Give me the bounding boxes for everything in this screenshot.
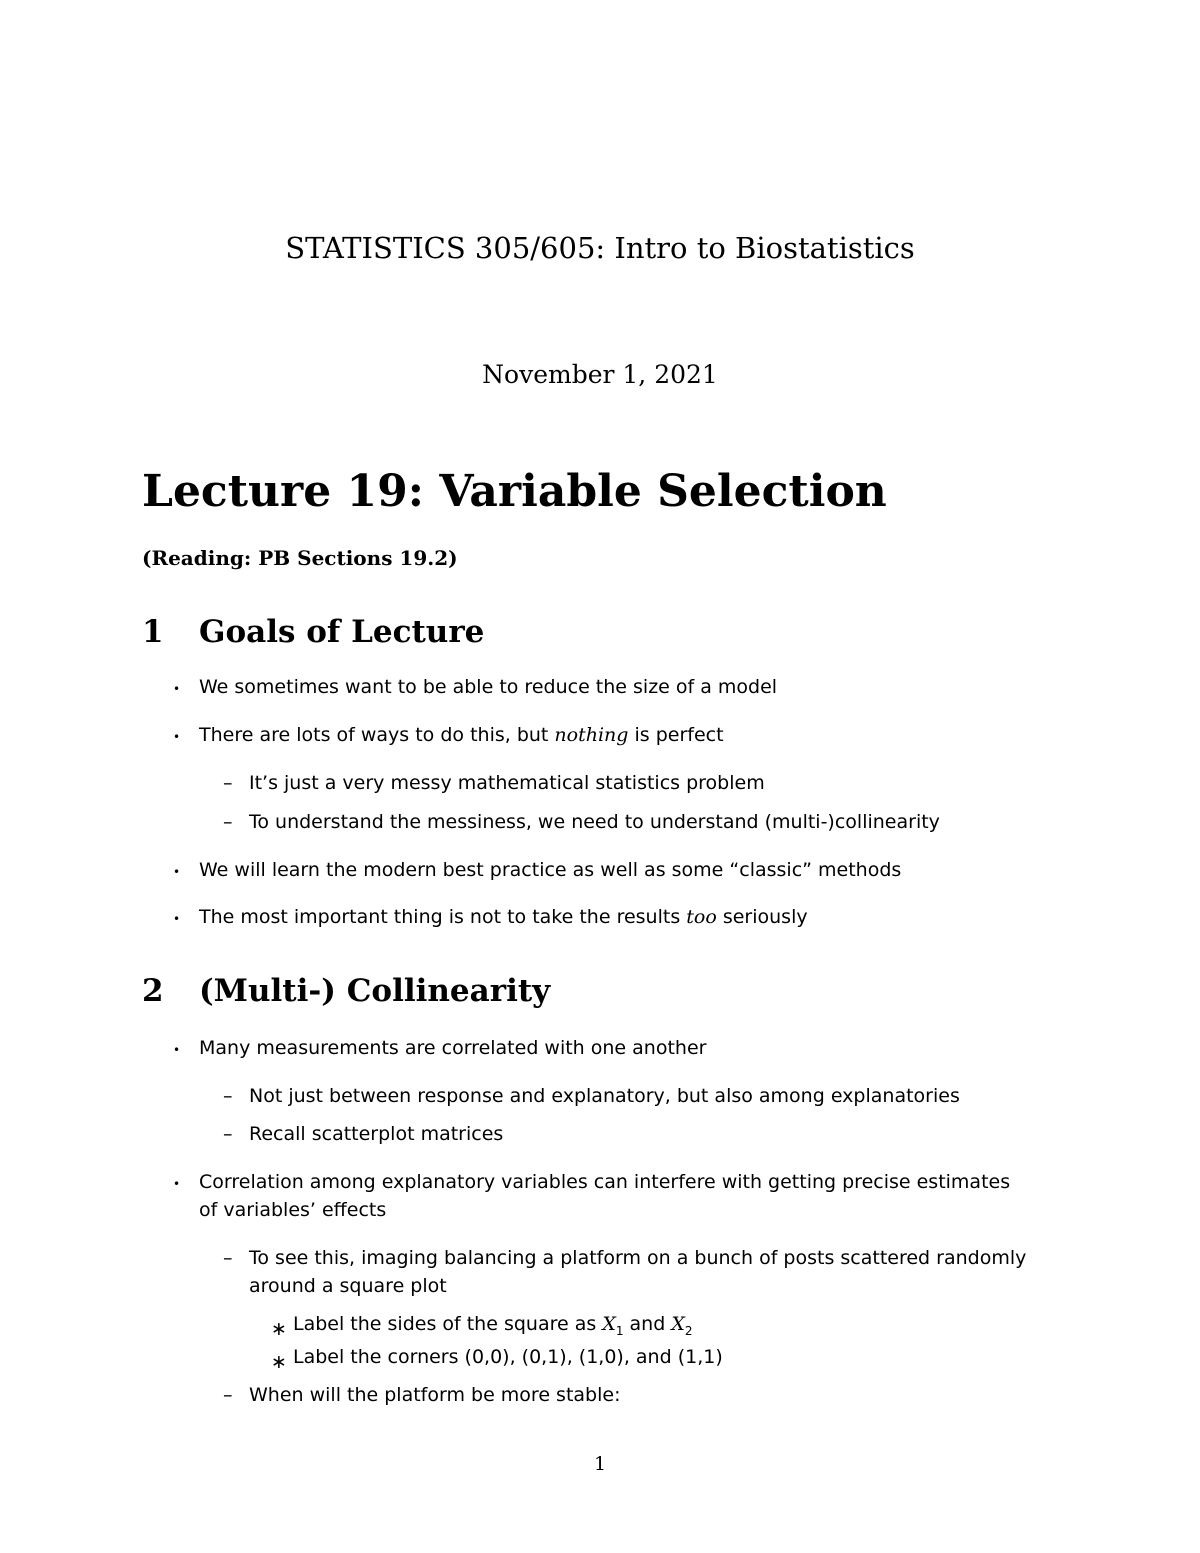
math-subscript: 1: [615, 1323, 624, 1338]
sub-list-item: Recall scatterplot matrices: [249, 1123, 504, 1145]
sub-list-item: Not just between response and explanatory, but also among explanatories: [249, 1085, 960, 1107]
math-variable: X: [671, 1313, 685, 1335]
sub-sub-list-item: [293, 1313, 692, 1338]
bullet-marker: •: [173, 1043, 181, 1057]
text-run: seriously: [716, 906, 808, 928]
text-run: and: [623, 1313, 672, 1335]
sub-list-item: When will the platform be more stable:: [249, 1384, 621, 1406]
section-number: 1: [142, 614, 164, 650]
sub-list-item: To see this, imaging balancing a platform on a bunch of posts scattered randomly: [249, 1247, 1027, 1269]
reading-note: (Reading: PB Sections 19.2): [142, 546, 458, 570]
text-run: is perfect: [628, 724, 724, 746]
bullet-marker: •: [173, 1177, 181, 1191]
list-item: [199, 906, 808, 928]
list-item: We will learn the modern best practice as well as some “classic” methods: [199, 859, 902, 881]
course-title: STATISTICS 305/605: Intro to Biostatistics: [285, 231, 915, 265]
dash-marker: –: [223, 772, 233, 794]
dash-marker: –: [223, 1123, 233, 1145]
math-subscript: 2: [684, 1323, 693, 1338]
emphasis-text: too: [686, 906, 717, 928]
sub-list-item-continuation: around a square plot: [249, 1275, 447, 1297]
dash-marker: –: [223, 1085, 233, 1107]
list-item-continuation: of variables’ effects: [199, 1199, 387, 1221]
star-marker: ∗: [271, 1351, 287, 1373]
bullet-marker: •: [173, 912, 181, 926]
math-variable: X: [602, 1313, 616, 1335]
section-title: Goals of Lecture: [199, 614, 485, 650]
list-item: Correlation among explanatory variables can interfere with getting precise estimates: [199, 1171, 1011, 1193]
page-title: Lecture 19: Variable Selection: [142, 466, 887, 517]
lecture-date: November 1, 2021: [482, 360, 718, 389]
text-run: The most important thing is not to take the results: [199, 906, 687, 928]
list-item: [199, 724, 724, 746]
bullet-marker: •: [173, 682, 181, 696]
page-number: 1: [593, 1453, 607, 1475]
star-marker: ∗: [271, 1318, 287, 1340]
list-item: Many measurements are correlated with one another: [199, 1037, 707, 1059]
sub-list-item: To understand the messiness, we need to understand (multi-)collinearity: [249, 811, 940, 833]
list-item: We sometimes want to be able to reduce the size of a model: [199, 676, 778, 698]
bullet-marker: •: [173, 865, 181, 879]
dash-marker: –: [223, 811, 233, 833]
dash-marker: –: [223, 1247, 233, 1269]
sub-sub-list-item: Label the corners (0,0), (0,1), (1,0), and (1,1): [293, 1346, 723, 1368]
text-run: Label the sides of the square as: [293, 1313, 603, 1335]
section-title: (Multi-) Collinearity: [199, 973, 551, 1009]
dash-marker: –: [223, 1384, 233, 1406]
bullet-marker: •: [173, 730, 181, 744]
section-number: 2: [142, 973, 164, 1009]
text-run: There are lots of ways to do this, but: [199, 724, 555, 746]
sub-list-item: It’s just a very messy mathematical statistics problem: [249, 772, 765, 794]
emphasis-text: nothing: [554, 724, 629, 746]
